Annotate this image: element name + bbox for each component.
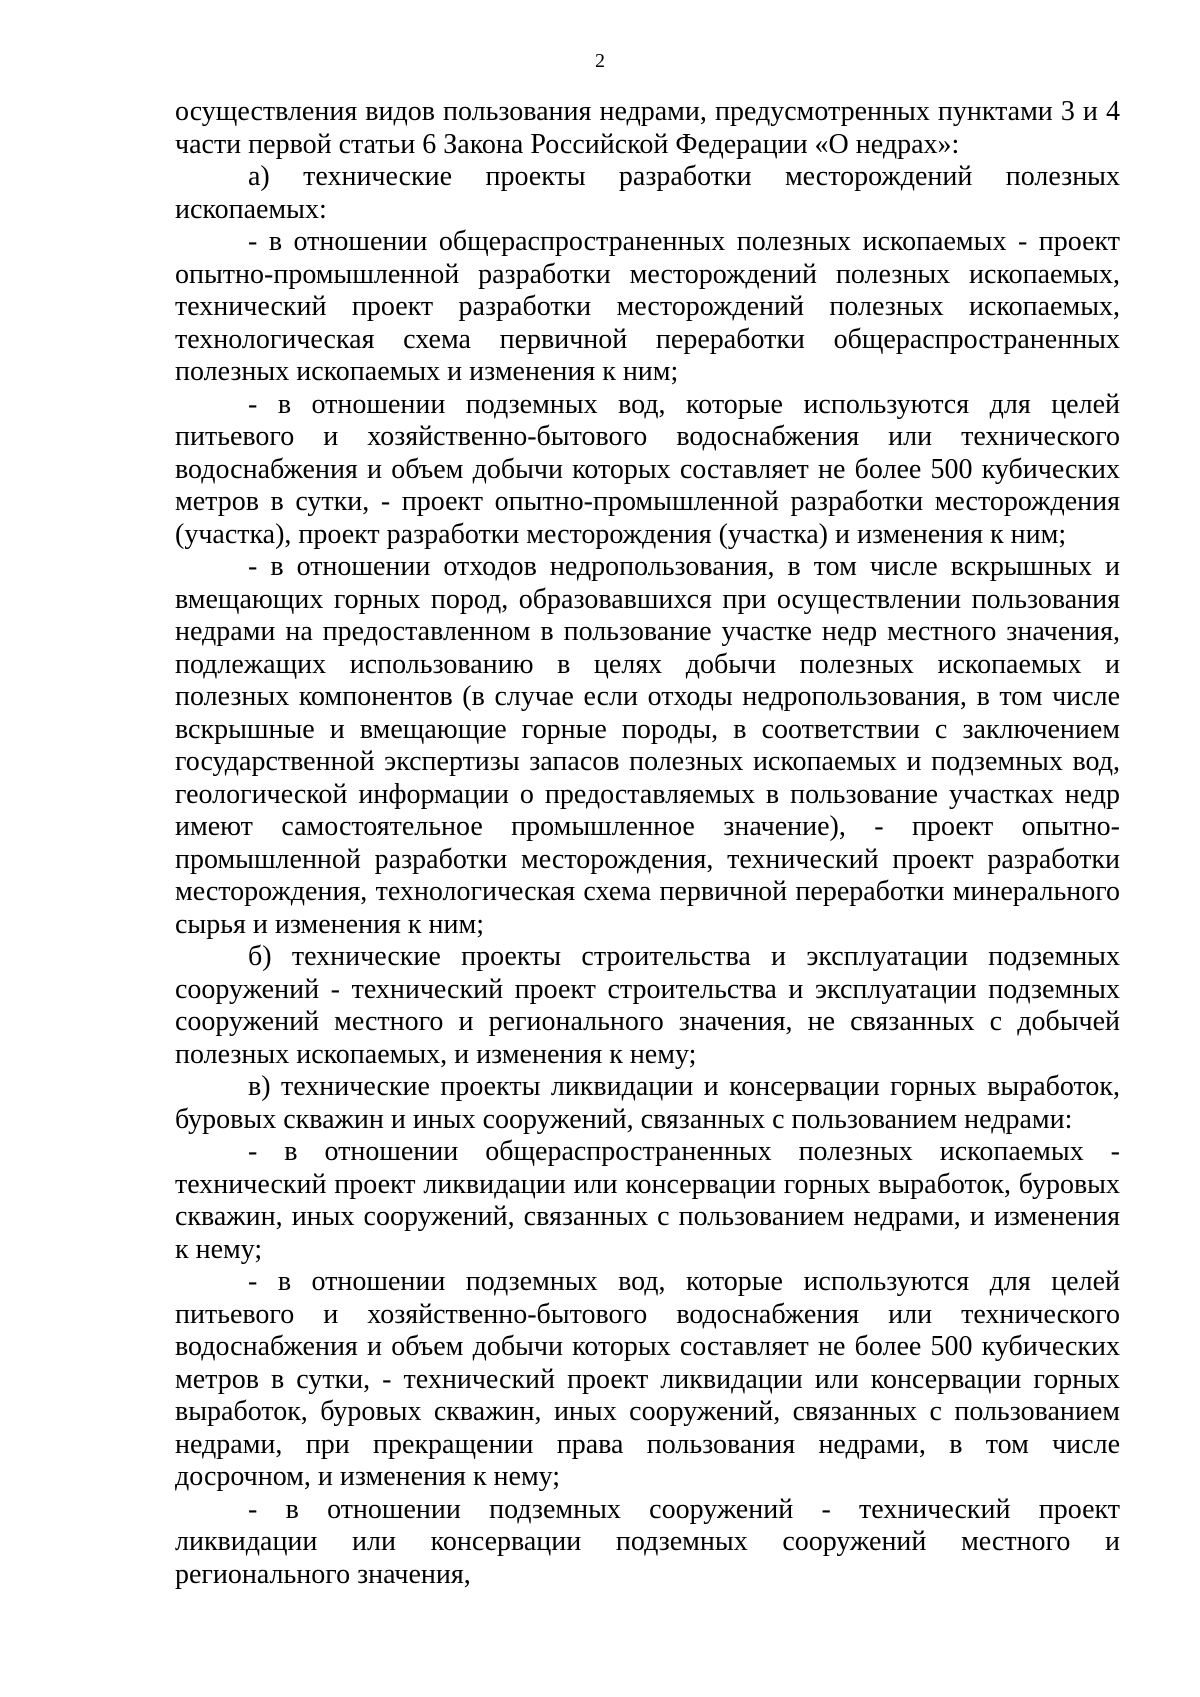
paragraph-liquidation-groundwater: - в отношении подземных вод, которые используются для целей питьевого и хозяйственно-бытового водоснабжения или технического водоснабжения и объем добычи которых составляет не более 500 кубических метров в сутки, - технический проект ликвидации или консервации горных выработок, буровых скважин, иных сооружений, связанных с пользованием недрами, при прекращении права пользования недрами, в том числе досрочном, и изменения к нему; [175, 1266, 1120, 1492]
page-number: 2 [595, 50, 605, 72]
paragraph-common-minerals: - в отношении общераспространенных полезных ископаемых - проект опытно-промышленной разработки месторождений полезных ископаемых, технический проект разработки месторождений полезных ископаемых, технологическая схема первичной переработки общераспространенных полезных ископаемых и изменения к ним; [175, 226, 1120, 387]
paragraph-item-b: б) технические проекты строительства и эксплуатации подземных сооружений - технический проект строительства и эксплуатации подземных сооружений местного и регионального значения, не связанных с добычей полезных ископаемых, и изменения к нему; [175, 941, 1120, 1070]
paragraph-item-v: в) технические проекты ликвидации и консервации горных выработок, буровых скважин и иных сооружений, связанных с пользованием недрами: [175, 1071, 1120, 1135]
paragraph-subsoil-waste: - в отношении отходов недропользования, в том числе вскрышных и вмещающих горных пород, образовавшихся при осуществлении пользования недрами на предоставленном в пользование участке недр местного значения, подлежащих использованию в целях добычи полезных ископаемых и полезных компонентов (в случае если отходы недропользования, в том числе вскрышные и вмещающие горные породы, в соответствии с заключением государственной экспертизы запасов полезных ископаемых и подземных вод, геологической информации о предоставляемых в пользование участках недр имеют самостоятельное промышленное значение), - проект опытно-промышленной разработки месторождения, технический проект разработки месторождения, технологическая схема первичной переработки минерального сырья и изменения к ним; [175, 551, 1120, 940]
paragraph-liquidation-common-minerals: - в отношении общераспространенных полезных ископаемых - технический проект ликвидации или консервации горных выработок, буровых скважин, иных сооружений, связанных с пользованием недрами, и изменения к нему; [175, 1136, 1120, 1265]
paragraph-item-a: а) технические проекты разработки месторождений полезных ископаемых: [175, 161, 1120, 225]
paragraph-intro: осуществления видов пользования недрами, предусмотренных пунктами 3 и 4 части первой статьи 6 Закона Российской Федерации «О недрах»: [175, 96, 1120, 160]
document-body [175, 96, 1120, 1591]
paragraph-liquidation-underground-structures: - в отношении подземных сооружений - технический проект ликвидации или консервации подземных сооружений местного и регионального значения, [175, 1493, 1120, 1590]
paragraph-groundwater: - в отношении подземных вод, которые используются для целей питьевого и хозяйственно-бытового водоснабжения или технического водоснабжения и объем добычи которых составляет не более 500 кубических метров в сутки, - проект опытно-промышленной разработки месторождения (участка), проект разработки месторождения (участка) и изменения к ним; [175, 388, 1120, 550]
